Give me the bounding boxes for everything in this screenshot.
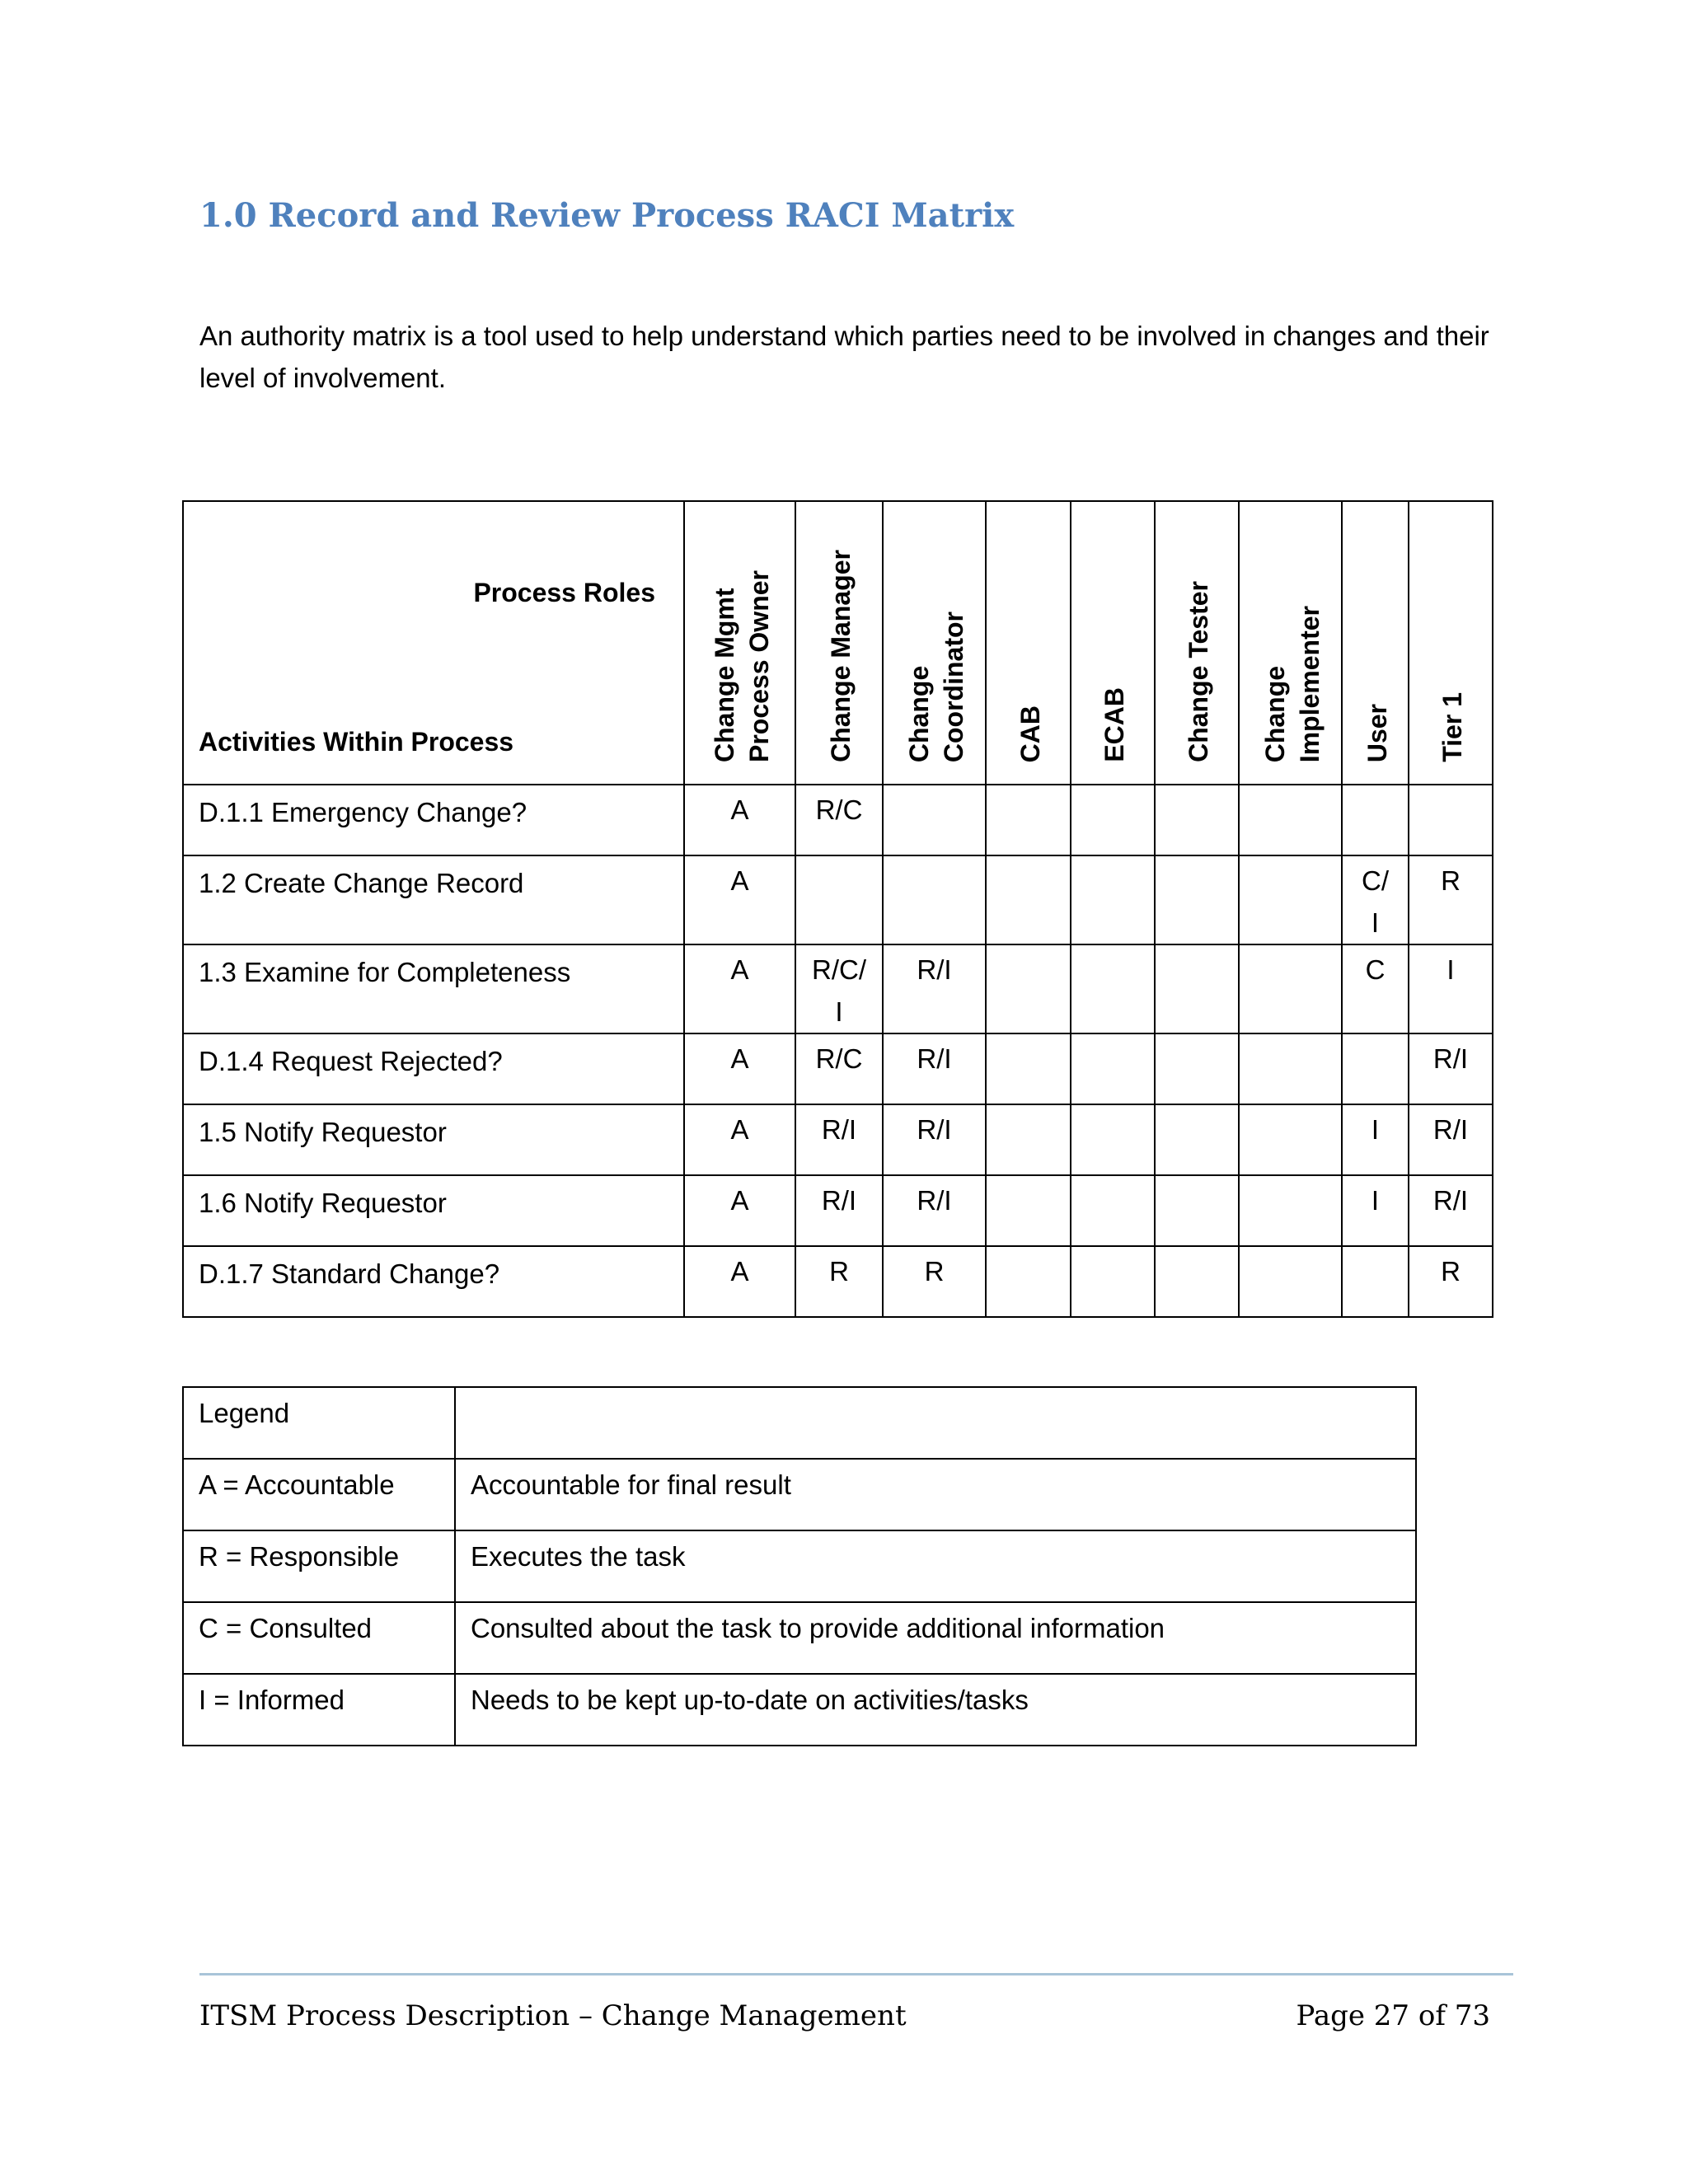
- legend-key: C = Consulted: [183, 1602, 455, 1674]
- raci-value: A: [730, 954, 749, 985]
- raci-value-cell: [1239, 785, 1342, 855]
- raci-matrix: [182, 500, 1493, 1318]
- raci-value-cell: [1155, 855, 1239, 944]
- legend-title-row: [183, 1387, 1416, 1459]
- raci-value-cell: [684, 1104, 795, 1175]
- raci-value-cell: [1071, 1246, 1155, 1317]
- raci-value: R/I: [917, 1185, 952, 1216]
- raci-value-cell: [684, 1175, 795, 1246]
- raci-value-cell: [1409, 1033, 1493, 1104]
- raci-value-cell: [1155, 1104, 1239, 1175]
- raci-value-cell: [986, 1175, 1071, 1246]
- role-label: Change Implementer: [1259, 605, 1325, 762]
- raci-value-cell: [684, 1033, 795, 1104]
- activity-cell: D.1.7 Standard Change?: [183, 1246, 684, 1317]
- raci-body: [183, 785, 1493, 1317]
- raci-value-cell: [1409, 944, 1493, 1033]
- raci-value-cell: [1155, 1033, 1239, 1104]
- role-label: Change Tester: [1184, 581, 1213, 762]
- raci-value: R/I: [1432, 1114, 1469, 1145]
- raci-value-cell: [883, 1175, 986, 1246]
- raci-value: R/C: [815, 1043, 863, 1074]
- activity-cell: D.1.1 Emergency Change?: [183, 785, 684, 855]
- legend-title: Legend: [183, 1387, 455, 1459]
- raci-value: C: [1365, 954, 1386, 985]
- role-header: [1155, 501, 1239, 785]
- legend-row: [183, 1674, 1416, 1746]
- raci-value-cell: [1155, 944, 1239, 1033]
- raci-value: A: [730, 865, 749, 896]
- raci-value-cell: [795, 1175, 883, 1246]
- raci-value-cell: [1155, 1246, 1239, 1317]
- legend-row: [183, 1602, 1416, 1674]
- activities-label: Activities Within Process: [199, 727, 514, 757]
- raci-value: I: [1371, 1185, 1380, 1216]
- role-header: [1239, 501, 1342, 785]
- raci-value: R/C/I: [812, 954, 866, 1027]
- raci-value-cell: [795, 1104, 883, 1175]
- raci-value: R: [1441, 1256, 1461, 1286]
- raci-value-cell: [1409, 1175, 1493, 1246]
- raci-value-cell: [1239, 944, 1342, 1033]
- raci-value-cell: [1239, 1033, 1342, 1104]
- raci-value-cell: [986, 944, 1071, 1033]
- raci-row: [183, 1033, 1493, 1104]
- raci-value-cell: [1342, 785, 1409, 855]
- raci-value-cell: [1071, 855, 1155, 944]
- role-header: [1409, 501, 1493, 785]
- raci-value: A: [730, 1114, 749, 1145]
- role-header: [1071, 501, 1155, 785]
- raci-corner-cell: [183, 501, 684, 785]
- raci-value: R: [924, 1256, 945, 1286]
- raci-value: R/C: [815, 794, 863, 825]
- raci-value-cell: [1155, 1175, 1239, 1246]
- raci-value-cell: [684, 1246, 795, 1317]
- raci-value-cell: [1071, 1033, 1155, 1104]
- raci-value: I: [1447, 954, 1455, 985]
- role-label: Tier 1: [1437, 692, 1467, 762]
- activity-cell: 1.3 Examine for Completeness: [183, 944, 684, 1033]
- raci-value: A: [730, 794, 749, 825]
- raci-value-cell: [883, 785, 986, 855]
- raci-value-cell: [795, 944, 883, 1033]
- raci-value-cell: [986, 785, 1071, 855]
- raci-value: R/I: [821, 1185, 857, 1216]
- role-header: [986, 501, 1071, 785]
- raci-row: [183, 855, 1493, 944]
- raci-value-cell: [1342, 1175, 1409, 1246]
- role-header: [684, 501, 795, 785]
- raci-value-cell: [684, 855, 795, 944]
- raci-value-cell: [883, 1246, 986, 1317]
- raci-value: R/I: [1432, 1185, 1469, 1216]
- raci-value-cell: [1071, 944, 1155, 1033]
- raci-value-cell: [1342, 944, 1409, 1033]
- role-header: [883, 501, 986, 785]
- raci-value: C/I: [1362, 865, 1389, 938]
- legend-desc: Needs to be kept up-to-date on activities/tasks: [455, 1674, 1416, 1746]
- raci-value-cell: [1239, 1175, 1342, 1246]
- activity-cell: 1.6 Notify Requestor: [183, 1175, 684, 1246]
- activity-cell: 1.2 Create Change Record: [183, 855, 684, 944]
- raci-value-cell: [795, 785, 883, 855]
- role-header: [795, 501, 883, 785]
- footer-title: ITSM Process Description – Change Management: [199, 1999, 907, 2032]
- raci-value-cell: [1155, 785, 1239, 855]
- raci-value-cell: [1409, 855, 1493, 944]
- raci-value-cell: [1409, 785, 1493, 855]
- raci-value-cell: [795, 1246, 883, 1317]
- raci-value: R/I: [1432, 1043, 1469, 1074]
- raci-value-cell: [883, 944, 986, 1033]
- raci-row: [183, 785, 1493, 855]
- raci-value-cell: [795, 855, 883, 944]
- legend-key: A = Accountable: [183, 1459, 455, 1530]
- raci-value-cell: [684, 944, 795, 1033]
- legend-table: [182, 1386, 1417, 1746]
- raci-value: R/I: [917, 1114, 952, 1145]
- legend-row: [183, 1459, 1416, 1530]
- raci-row: [183, 1246, 1493, 1317]
- legend-row: [183, 1530, 1416, 1602]
- raci-value-cell: [883, 1104, 986, 1175]
- raci-row: [183, 1175, 1493, 1246]
- section-heading: 1.0 Record and Review Process RACI Matrix: [199, 196, 1015, 235]
- raci-value-cell: [1071, 785, 1155, 855]
- raci-value: A: [730, 1256, 749, 1286]
- raci-value: A: [730, 1043, 749, 1074]
- raci-value-cell: [1342, 855, 1409, 944]
- raci-value-cell: [1239, 855, 1342, 944]
- footer-rule: [199, 1973, 1513, 1975]
- legend-key: R = Responsible: [183, 1530, 455, 1602]
- raci-row: [183, 944, 1493, 1033]
- role-label: User: [1362, 703, 1392, 762]
- raci-value-cell: [986, 1104, 1071, 1175]
- role-label: Change Manager: [826, 550, 856, 762]
- raci-value-cell: [1071, 1175, 1155, 1246]
- raci-row: [183, 1104, 1493, 1175]
- raci-value-cell: [684, 785, 795, 855]
- raci-value-cell: [1409, 1246, 1493, 1317]
- raci-value-cell: [883, 1033, 986, 1104]
- legend-desc: Accountable for final result: [455, 1459, 1416, 1530]
- raci-value: R: [1441, 865, 1461, 896]
- raci-value-cell: [1342, 1104, 1409, 1175]
- legend-title-blank: [455, 1387, 1416, 1459]
- raci-value-cell: [1239, 1246, 1342, 1317]
- raci-value: R/I: [821, 1114, 857, 1145]
- role-label: ECAB: [1100, 687, 1129, 762]
- raci-value-cell: [1342, 1246, 1409, 1317]
- role-header: [1342, 501, 1409, 785]
- activity-cell: D.1.4 Request Rejected?: [183, 1033, 684, 1104]
- raci-value: I: [1371, 1114, 1380, 1145]
- raci-value: A: [730, 1185, 749, 1216]
- raci-header-row: [183, 501, 1493, 785]
- role-label: Change Coordinator: [903, 611, 968, 762]
- raci-value-cell: [986, 855, 1071, 944]
- raci-value-cell: [883, 855, 986, 944]
- raci-value-cell: [795, 1033, 883, 1104]
- legend-desc: Executes the task: [455, 1530, 1416, 1602]
- raci-value-cell: [1239, 1104, 1342, 1175]
- role-label: Change Mgmt Process Owner: [709, 570, 774, 762]
- raci-value-cell: [1342, 1033, 1409, 1104]
- intro-paragraph: An authority matrix is a tool used to help understand which parties need to be involved in changes and their level of involvement.: [199, 321, 1489, 393]
- raci-value: R: [829, 1256, 849, 1286]
- raci-value-cell: [1071, 1104, 1155, 1175]
- legend-key: I = Informed: [183, 1674, 455, 1746]
- page-number: Page 27 of 73: [1296, 1999, 1490, 2032]
- role-label: CAB: [1015, 705, 1045, 762]
- raci-value-cell: [986, 1246, 1071, 1317]
- raci-value: R/I: [917, 1043, 952, 1074]
- process-roles-label: Process Roles: [473, 578, 655, 607]
- raci-value-cell: [1409, 1104, 1493, 1175]
- raci-value: R/I: [917, 954, 952, 985]
- raci-value-cell: [986, 1033, 1071, 1104]
- legend-desc: Consulted about the task to provide additional information: [455, 1602, 1416, 1674]
- activity-cell: 1.5 Notify Requestor: [183, 1104, 684, 1175]
